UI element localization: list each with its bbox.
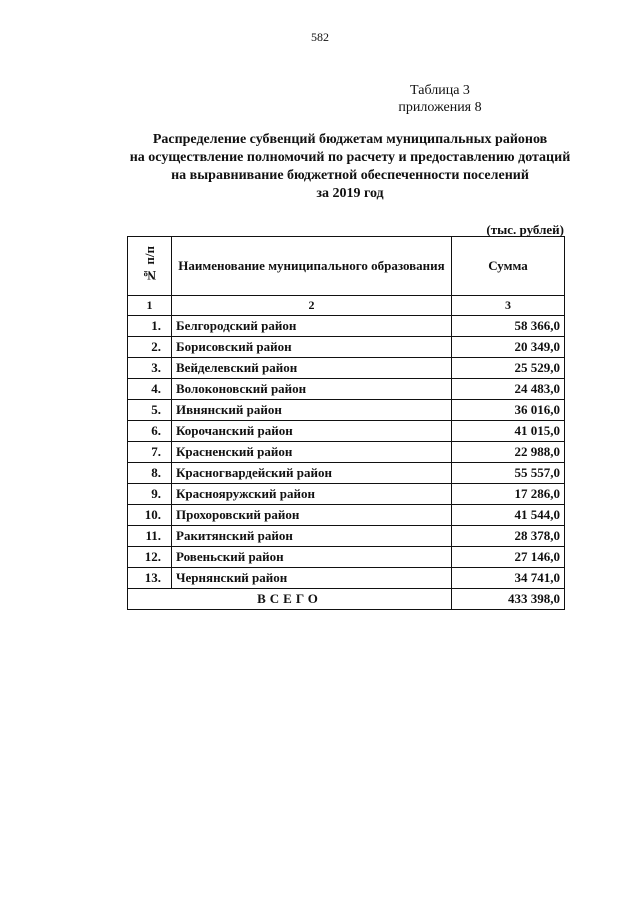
district-name: Прохоровский район [172, 505, 452, 526]
column-number: 3 [452, 296, 565, 316]
row-index: 2. [128, 337, 172, 358]
district-name: Ивнянский район [172, 400, 452, 421]
table-row [128, 358, 565, 379]
table-row [128, 547, 565, 568]
row-index: 1. [128, 316, 172, 337]
table-reference [380, 82, 500, 116]
header-index [128, 237, 172, 296]
row-index: 8. [128, 463, 172, 484]
subvention-amount: 25 529,0 [452, 358, 565, 379]
column-number: 1 [128, 296, 172, 316]
title-line-1: Распределение субвенций бюджетам муниципальных районов [152, 132, 548, 147]
subvention-amount: 55 557,0 [452, 463, 565, 484]
header-name: Наименование муниципального образования [172, 237, 452, 296]
district-name: Волоконовский район [172, 379, 452, 400]
subvention-amount: 58 366,0 [452, 316, 565, 337]
table-ref-line2: приложения 8 [398, 100, 482, 115]
district-name: Краснояружский район [172, 484, 452, 505]
row-index: 4. [128, 379, 172, 400]
table-row [128, 316, 565, 337]
table-row [128, 568, 565, 589]
total-amount: 433 398,0 [452, 589, 565, 610]
district-name: Чернянский район [172, 568, 452, 589]
subvention-amount: 27 146,0 [452, 547, 565, 568]
district-name: Корочанский район [172, 421, 452, 442]
header-amount: Сумма [452, 237, 565, 296]
row-index: 5. [128, 400, 172, 421]
subvention-amount: 20 349,0 [452, 337, 565, 358]
district-name: Белгородский район [172, 316, 452, 337]
table-row [128, 526, 565, 547]
table-header-row [128, 237, 565, 296]
table-row [128, 400, 565, 421]
subvention-amount: 28 378,0 [452, 526, 565, 547]
unit-note: (тыс. рублей) [486, 222, 564, 237]
subvention-amount: 41 015,0 [452, 421, 565, 442]
row-index: 13. [128, 568, 172, 589]
column-number: 2 [172, 296, 452, 316]
table-row [128, 442, 565, 463]
district-name: Борисовский район [172, 337, 452, 358]
row-index: 12. [128, 547, 172, 568]
table-row [128, 463, 565, 484]
table-row [128, 337, 565, 358]
district-name: Ровеньский район [172, 547, 452, 568]
header-index-label: № п/п [141, 245, 157, 283]
title-line-3: на выравнивание бюджетной обеспеченности поселений [171, 168, 529, 183]
subvention-table [127, 236, 565, 610]
title-line-4: за 2019 год [316, 186, 384, 201]
subvention-amount: 17 286,0 [452, 484, 565, 505]
subvention-amount: 41 544,0 [452, 505, 565, 526]
row-index: 6. [128, 421, 172, 442]
subvention-amount: 34 741,0 [452, 568, 565, 589]
document-title [100, 131, 600, 203]
district-name: Вейделевский район [172, 358, 452, 379]
row-index: 7. [128, 442, 172, 463]
district-name: Ракитянский район [172, 526, 452, 547]
title-line-2: на осуществление полномочий по расчету и предоставлению дотаций [129, 150, 571, 165]
row-index: 3. [128, 358, 172, 379]
total-label: ВСЕГО [128, 589, 452, 610]
subvention-amount: 24 483,0 [452, 379, 565, 400]
row-index: 10. [128, 505, 172, 526]
table-ref-line1: Таблица 3 [410, 83, 470, 98]
district-name: Красненский район [172, 442, 452, 463]
table-row [128, 379, 565, 400]
subvention-amount: 22 988,0 [452, 442, 565, 463]
page-number: 582 [311, 30, 329, 44]
district-name: Красногвардейский район [172, 463, 452, 484]
subvention-amount: 36 016,0 [452, 400, 565, 421]
table-row [128, 484, 565, 505]
table-row [128, 421, 565, 442]
table-row [128, 505, 565, 526]
row-index: 11. [128, 526, 172, 547]
total-row [128, 589, 565, 610]
column-numbers-row [128, 296, 565, 316]
row-index: 9. [128, 484, 172, 505]
